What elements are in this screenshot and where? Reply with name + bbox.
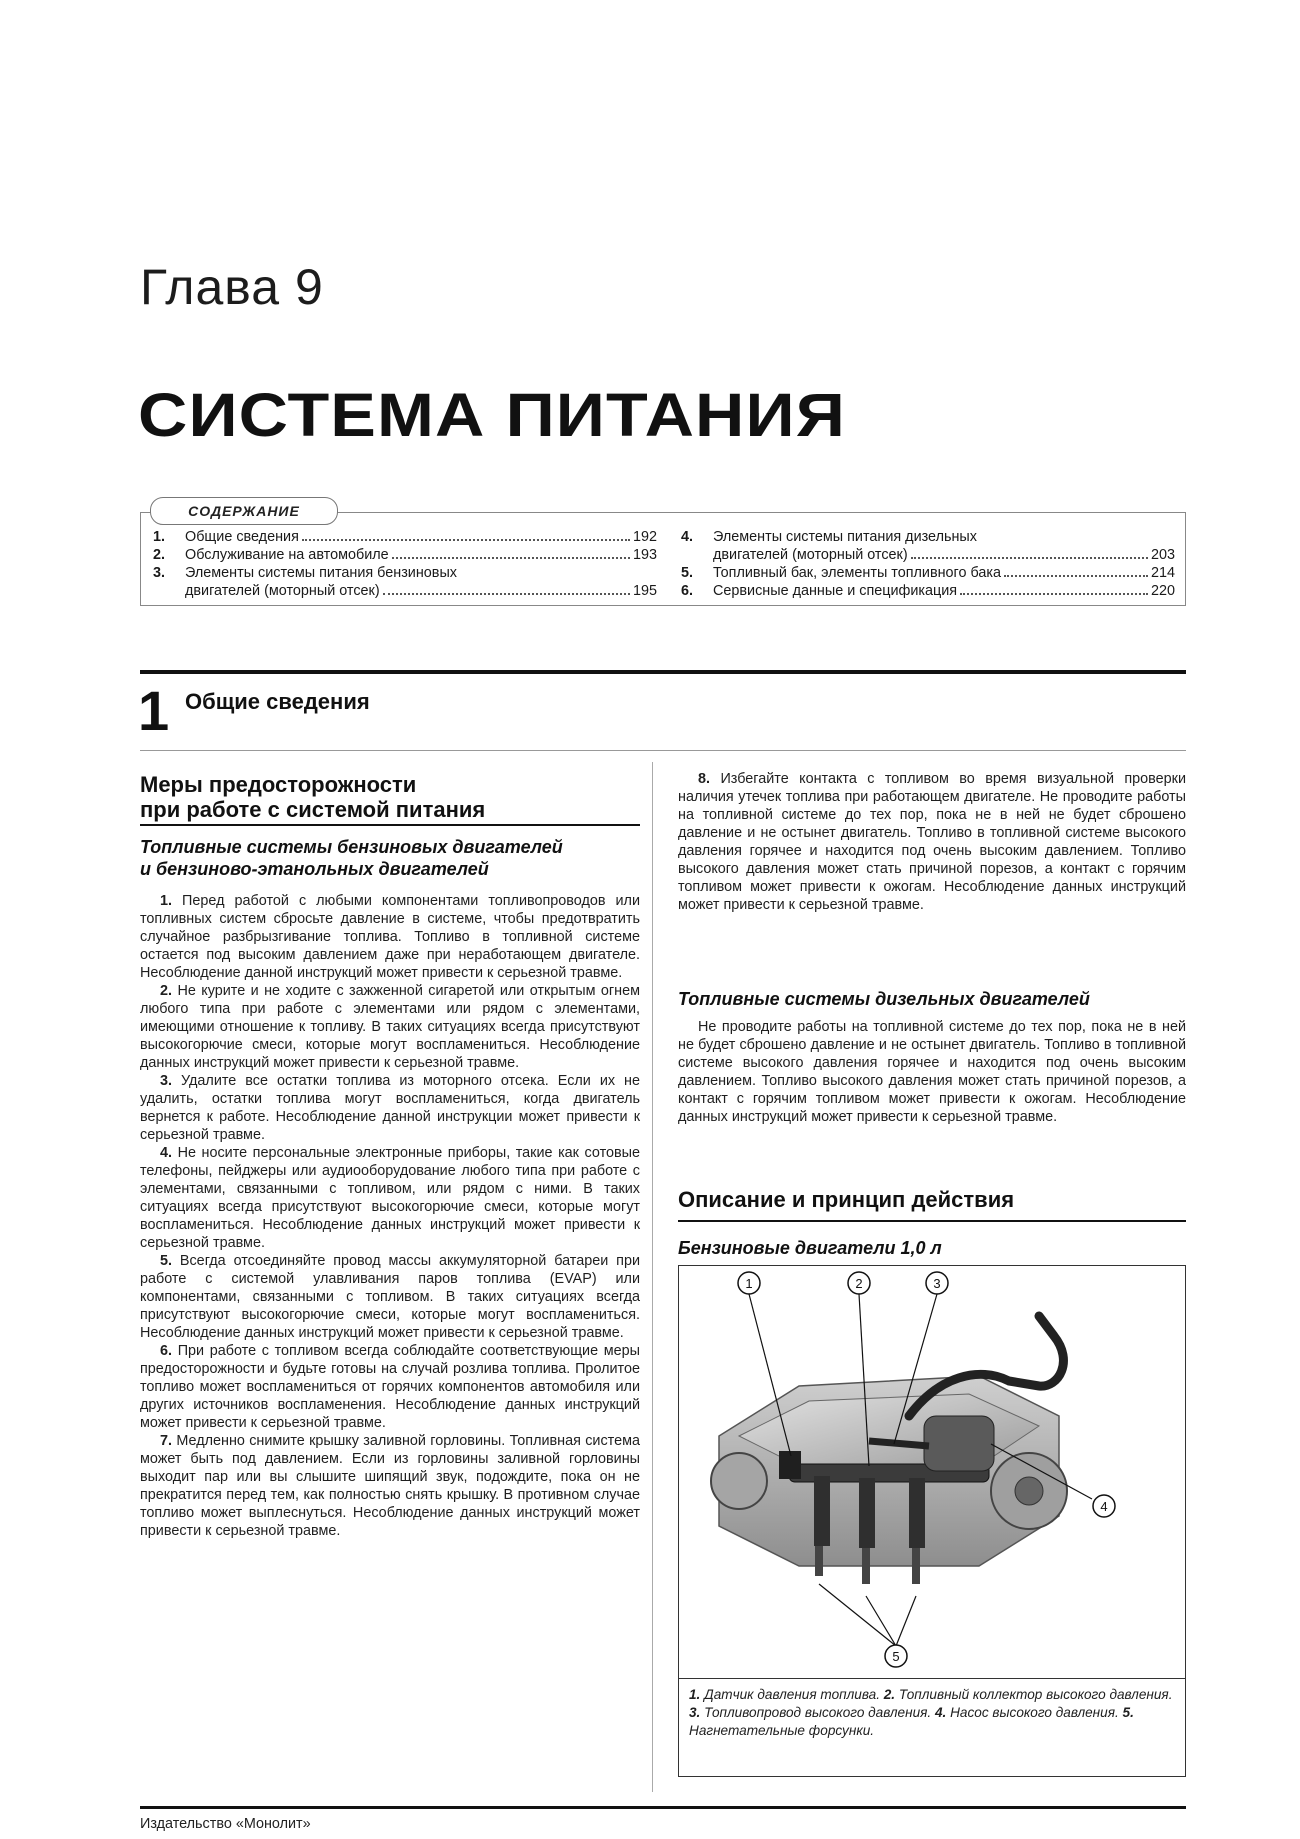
section-rule-thin (140, 750, 1186, 751)
caption-number: 1. (689, 1687, 701, 1702)
toc-entry-number: 1. (153, 529, 166, 545)
toc-entry-number: 3. (153, 565, 166, 581)
toc-entry (153, 546, 657, 564)
precaution-item-8 (678, 770, 1186, 914)
callout-label: 2 (855, 1276, 863, 1291)
caption-number: 3. (689, 1705, 701, 1720)
high-pressure-pump (924, 1416, 994, 1471)
toc-entry-page: 214 (1150, 565, 1175, 581)
toc-dot-leader (383, 582, 630, 595)
toc-box (140, 512, 1186, 606)
toc-entry-text: Сервисные данные и спецификация (713, 583, 958, 599)
callout-label: 3 (933, 1276, 941, 1291)
callout-label: 1 (745, 1276, 753, 1291)
toc-entry-number: 5. (681, 565, 694, 581)
item-number: 1. (160, 893, 173, 909)
precaution-item (140, 982, 640, 1072)
diesel-paragraph: Не проводите работы на топливной системе до тех пор, пока не в ней не будет сброшено давление и не остынет двигатель. Топливо в топливной системе высокого давления горячее и находится под очень высоким давлением. Топливо высокого давления может стать причиной порезов, а контакт с горячим топливом может привести к ожогам. Несоблюдение данных инструкций может привести к серьезной травме. (678, 1019, 1186, 1125)
precautions-heading-line: Меры предосторожности (140, 772, 417, 797)
toc-entry-page: 192 (632, 529, 657, 545)
toc-entry-number: 6. (681, 583, 694, 599)
fuel-pipe-high-pressure (869, 1441, 929, 1446)
caption-number: 2. (883, 1687, 896, 1702)
injector (814, 1476, 830, 1546)
toc-entry (153, 528, 657, 546)
section-title: Общие сведения (185, 689, 370, 714)
toc-dot-leader (302, 528, 630, 541)
item-number: 7. (160, 1433, 173, 1449)
caption-text: Датчик давления топлива. (704, 1687, 880, 1702)
callout-label: 5 (892, 1649, 900, 1664)
item-number: 2. (160, 983, 173, 999)
toc-entry-text: Обслуживание на автомобиле (185, 547, 389, 563)
toc-entry-page: 220 (1150, 583, 1175, 599)
item-text: Избегайте контакта с топливом во время визуальной проверки наличия утечек топлива при работающем двигателе. Не проводите работы на топливной системе до тех пор, пока не в ней не будет сброшено давление и не остынет двигатель. Топливо в топливной системе высокого давления горячее и находится под очень высоким давлением. Топливо высокого давления может стать причиной порезов, а контакт с горячим топливом может привести к ожогам. Несоблюдение данных инструкций может привести к серьезной травме. (678, 771, 1187, 913)
caption-text: Нагнетательные форсунки. (689, 1723, 875, 1738)
gasoline-systems-heading (140, 836, 640, 880)
item-text: Медленно снимите крышку заливной горловины. Топливная система может быть под давлением. Если из горловины заливной горловины выходит пар или вы слышите шипящий звук, подождите, пока он не прекратится перед тем, как полностью снять крышку. В противном случае топливо может выплеснуться. Несоблюдение данных инструкций может привести к серьезной травме. (140, 1433, 640, 1539)
toc-entry (153, 582, 657, 600)
caption-text: Топливопровод высокого давления. (704, 1705, 932, 1720)
precaution-item (140, 1252, 640, 1342)
toc-entry (153, 564, 657, 582)
injector-nozzle (862, 1548, 870, 1584)
toc-entry-number (153, 582, 185, 600)
toc-entry (681, 564, 1175, 582)
item-text: Всегда отсоединяйте провод массы аккумуляторной батареи при работе с системой улавливания паров топлива (EVAP) или компонентами, связанными с топливом. В таких ситуациях всегда присутствуют высокогорючие смеси, которые могут воспламениться. Несоблюдение данных инструкций может привести к серьезной травме. (140, 1253, 640, 1341)
heading-underline (140, 824, 640, 826)
figure-caption (689, 1686, 1175, 1740)
caption-number: 5. (1122, 1705, 1134, 1720)
leader-line (819, 1584, 896, 1646)
leader-line (866, 1596, 896, 1646)
section-number: 1 (138, 679, 170, 742)
cam-gear-hub (1015, 1477, 1043, 1505)
precaution-item (140, 1072, 640, 1144)
gasoline-systems-heading-line: и бензиново-этанольных двигателей (140, 859, 489, 879)
heading-underline (678, 1220, 1186, 1222)
toc-heading: СОДЕРЖАНИЕ (150, 497, 338, 525)
toc-entry-text: Общие сведения (185, 529, 299, 545)
precaution-item (678, 770, 1186, 914)
injector (859, 1478, 875, 1548)
toc-dot-leader (392, 546, 630, 559)
figure-heading: Бензиновые двигатели 1,0 л (678, 1238, 942, 1258)
footer-rule (140, 1806, 1186, 1809)
toc-entry (681, 546, 1175, 564)
pulley (711, 1453, 767, 1509)
chapter-title: СИСТЕМА ПИТАНИЯ (138, 381, 846, 449)
section-rule (140, 670, 1186, 674)
caption-text: Топливный коллектор высокого давления. (898, 1687, 1173, 1702)
item-text: Не курите и не ходите с зажженной сигаретой или открытым огнем любого типа при работе с элементами или рядом с элементами, имеющими отношение к топливу. В таких ситуациях всегда присутствуют высокогорючие смеси, которые могут воспламениться. Несоблюдение данных инструкций может привести к серьезной травме. (140, 983, 640, 1071)
engine-figure (678, 1265, 1186, 1777)
injector-nozzle (912, 1548, 920, 1584)
toc-entry (681, 582, 1175, 600)
engine-illustration (679, 1266, 1185, 1676)
toc-dot-leader (911, 546, 1148, 559)
item-text: Не носите персональные электронные приборы, такие как сотовые телефоны, пейджеры или аудиооборудование любого типа при работе с элементами, связанными с топливом, или рядом с ними. В таких ситуациях всегда присутствуют высокогорючие смеси, которые могут воспламениться. Несоблюдение данных инструкций может привести к серьезной травме. (140, 1145, 640, 1251)
toc-dot-leader (1004, 564, 1148, 577)
toc-entry-number: 4. (681, 529, 694, 545)
diesel-systems-text (678, 1018, 1186, 1126)
toc-entry-page: 203 (1150, 547, 1175, 563)
publisher-footer: Издательство «Монолит» (140, 1816, 311, 1832)
toc-entry-text: двигателей (моторный отсек) (713, 547, 908, 563)
injector-nozzle (815, 1546, 823, 1576)
toc-entry-text: Элементы системы питания бензиновых (185, 565, 457, 581)
injector (909, 1478, 925, 1548)
diesel-systems-heading: Топливные системы дизельных двигателей (678, 989, 1090, 1009)
precautions-heading-line: при работе с системой питания (140, 797, 486, 822)
precaution-item (140, 1342, 640, 1432)
item-number: 4. (160, 1145, 173, 1161)
toc-entry-number: 2. (153, 547, 166, 563)
toc-dot-leader (960, 582, 1148, 595)
item-number: 8. (698, 771, 711, 787)
toc-entry-page: 193 (632, 547, 657, 563)
item-number: 5. (160, 1253, 173, 1269)
toc-entry-page: 195 (632, 583, 657, 599)
caption-divider (679, 1678, 1185, 1679)
caption-text: Насос высокого давления. (950, 1705, 1119, 1720)
precaution-item (140, 1144, 640, 1252)
item-number: 3. (160, 1073, 173, 1089)
precaution-item (140, 1432, 640, 1540)
leader-line (896, 1596, 916, 1646)
precautions-list (140, 892, 640, 1540)
item-text: Удалите все остатки топлива из моторного отсека. Если их не удалить, остатки топлива могут воспламениться, когда двигатель вернется к работе. Несоблюдение данной инструкции может привести к серьезной травме. (140, 1073, 641, 1143)
item-text: При работе с топливом всегда соблюдайте соответствующие меры предосторожности и будьте готовы на случай розлива топлива. Пролитое топливо может воспламениться от горячих компонентов автомобиля или других источников воспламенения. Несоблюдение данных инструкций может привести к серьезной травме. (140, 1343, 641, 1431)
toc-entry (681, 528, 1175, 546)
item-number: 6. (160, 1343, 173, 1359)
precautions-heading (140, 772, 640, 822)
toc-entry-text: Элементы системы питания дизельных (713, 529, 977, 545)
precaution-item (140, 892, 640, 982)
item-text: Перед работой с любыми компонентами топливопроводов или топливных систем сбросьте давление в системе, чтобы предотвратить случайное разбрызгивание топлива. Топливо в топливной системе остается под высоким давлением даже при неработающем двигателе. Несоблюдение данной инструкций может привести к серьезной травме. (140, 893, 640, 981)
toc-entry-text: двигателей (моторный отсек) (185, 583, 380, 599)
gasoline-systems-heading-line: Топливные системы бензиновых двигателей (140, 837, 563, 857)
description-heading: Описание и принцип действия (678, 1187, 1015, 1212)
toc-entry-text: Топливный бак, элементы топливного бака (713, 565, 1002, 581)
callout-label: 4 (1100, 1499, 1108, 1514)
chapter-label: Глава 9 (140, 259, 324, 315)
column-divider (652, 762, 653, 1792)
fuel-pressure-sensor (779, 1451, 801, 1479)
caption-number: 4. (934, 1705, 947, 1720)
toc-entry-number (681, 546, 713, 564)
